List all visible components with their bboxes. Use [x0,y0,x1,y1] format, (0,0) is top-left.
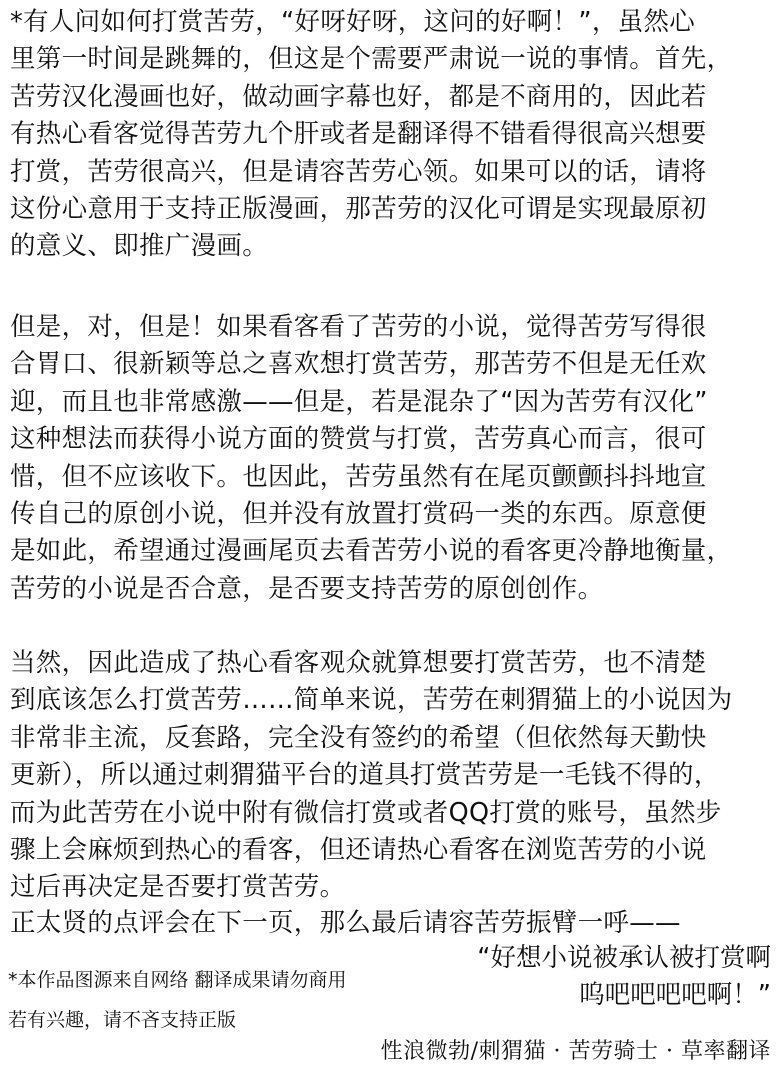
support-official-note: 若有兴趣，请不吝支持正版 [8,1009,237,1031]
translation-credit: 性浪微勃/刺猬猫 · 苦劳骑士 · 草率翻译 [380,1039,771,1064]
closing-quote: “好想小说被承认被打赏啊 呜吧吧吧吧啊！” [477,943,771,1011]
paragraph-closing: 正太贤的点评会在下一页，那么最后请容苦劳振臂一呼—— [10,908,681,938]
paragraph-tipping-intro: *有人问如何打赏苦劳，“好呀好呀，这问的好啊！”，虽然心 里第一时间是跳舞的，但这是个需要严肃说一说的事情。首先， 苦劳汉化漫画也好，做动画字幕也好，都是不商用的，因此若 有热心看客觉得苦劳九个肝或者是翻译得不错看得很高兴想要 打赏，苦劳很高兴，但是请容苦劳心领。如果可以的话，请将 这份心意用于支持正版漫画，那苦劳的汉化可谓是实现最原初 的意义、即推广漫画。 [10,7,733,262]
source-disclaimer: *本作品图源来自网络 翻译成果请勿商用 [8,969,347,991]
paragraph-novel-tipping: 但是，对，但是！如果看客看了苦劳的小说，觉得苦劳写得很 合胃口、很新颖等总之喜欢想打赏苦劳，那苦劳不但是无任欢 迎，而且也非常感激——但是，若是混杂了“因为苦劳有汉化” 这种想法而获得小说方面的赞赏与打赏，苦劳真心而言，很可 惜，但不应该收下。也因此，苦劳虽然有在尾页颤颤抖抖地宣 传自己的原创小说，但并没有放置打赏码一类的东西。原意便 是如此，希望通过漫画尾页去看苦劳小说的看客更冷静地衡量， 苦劳的小说是否合意，是否要支持苦劳的原创创作。 [10,312,733,604]
paragraph-how-to-tip: 当然，因此造成了热心看客观众就算想要打赏苦劳，也不清楚 到底该怎么打赏苦劳……简单来说，苦劳在刺猬猫上的小说因为 非常非主流，反套路，完全没有签约的希望（但依然每天勤快 更新），所以通过刺猬猫平台的道具打赏苦劳是一毛钱不得的， 而为此苦劳在小说中附有微信打赏或者QQ打赏的账号，虽然步 骤上会麻烦到热心的看客，但还请热心看客在浏览苦劳的小说 过后再决定是否要打赏苦劳。 [10,648,733,903]
